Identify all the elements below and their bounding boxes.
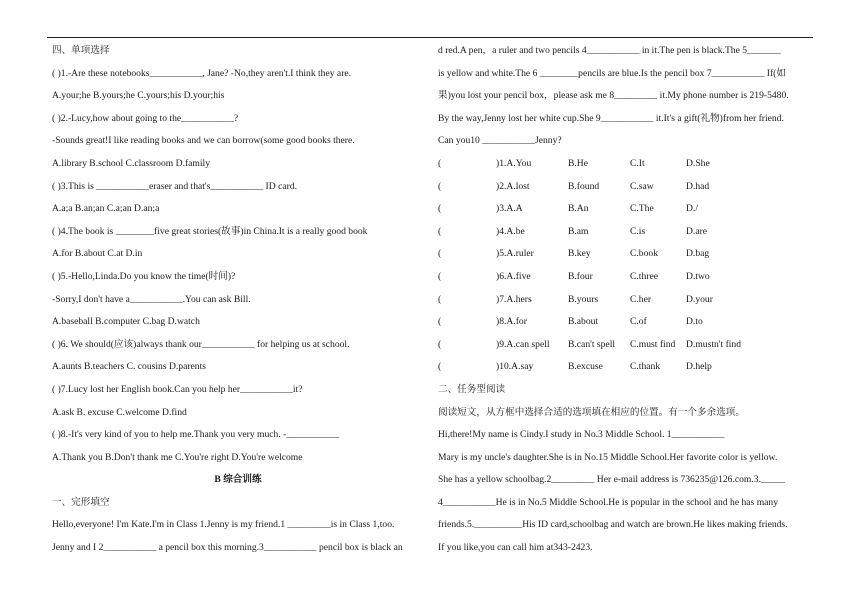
cloze-options bbox=[438, 153, 810, 379]
question-line: ( )5.-Hello,Linda.Do you know the time(时间)? bbox=[52, 270, 236, 282]
section-heading: 二、任务型阅读 bbox=[438, 383, 506, 395]
option-text: B.four bbox=[568, 270, 593, 282]
option-text: C.book bbox=[630, 248, 658, 260]
option-text: D./ bbox=[686, 203, 698, 215]
option-text: C.her bbox=[630, 293, 652, 305]
option-text: D.are bbox=[686, 225, 708, 237]
option-text: C.saw bbox=[630, 180, 654, 192]
answer-bracket: ( bbox=[438, 157, 442, 169]
cloze-option-row bbox=[438, 289, 810, 312]
option-text: B.excuse bbox=[568, 361, 603, 373]
option-text: )7.A.hers bbox=[496, 293, 532, 305]
passage-line: 4___________He is in No.5 Middle School.He is popular in the school and he has many bbox=[438, 496, 779, 508]
option-text: )4.A.be bbox=[496, 225, 525, 237]
option-text: )5.A.ruler bbox=[496, 248, 534, 260]
instruction-line: 阅读短文，从方框中选择合适的选项填在相应的位置。有一个多余选项。 bbox=[438, 406, 745, 418]
options-line: A.Thank you B.Don't thank me C.You're right D.You're welcome bbox=[52, 451, 303, 463]
section-heading: 四、单项选择 bbox=[52, 45, 110, 56]
passage-line: is yellow and white.The 6 ________pencils are blue.Is the pencil box 7___________ If(如 bbox=[438, 67, 786, 79]
options-line: A.your;he B.yours;he C.yours;his D.your;his bbox=[52, 90, 225, 102]
option-text: D.help bbox=[686, 361, 712, 373]
section-heading: 一、完形填空 bbox=[52, 496, 110, 508]
options-line: A.for B.about C.at D.in bbox=[52, 248, 143, 260]
options-line: A.ask B. excuse C.welcome D.find bbox=[52, 406, 187, 418]
option-text: )6.A.five bbox=[496, 270, 531, 282]
option-text: D.your bbox=[686, 293, 713, 305]
answer-bracket: ( bbox=[438, 225, 442, 237]
option-text: B.found bbox=[568, 180, 600, 192]
option-text: B.about bbox=[568, 316, 599, 328]
option-text: D.two bbox=[686, 270, 710, 282]
option-text: C.It bbox=[630, 157, 645, 169]
question-line: ( )7.Lucy lost her English book.Can you help her___________it? bbox=[52, 383, 303, 395]
option-text: C.three bbox=[630, 270, 658, 282]
passage-line: If you like,you can call him at343-2423. bbox=[438, 542, 593, 554]
option-text: B.am bbox=[568, 225, 589, 237]
option-text: C.is bbox=[630, 225, 646, 237]
option-text: B.yours bbox=[568, 293, 599, 305]
passage-line: Jenny and I 2___________ a pencil box this morning.3___________ pencil box is black an bbox=[52, 542, 403, 554]
option-text: B.can't spell bbox=[568, 338, 616, 350]
passage-line: Hi,there!My name is Cindy.I study in No.3 Middle School. 1___________ bbox=[438, 429, 725, 441]
option-text: C.thank bbox=[630, 361, 661, 373]
option-text: )3.A.A bbox=[496, 203, 523, 215]
options-line: A.library B.school C.classroom D.family bbox=[52, 157, 211, 169]
cloze-option-row bbox=[438, 221, 810, 244]
cloze-option-row bbox=[438, 334, 810, 357]
passage-line: By the way,Jenny lost her white cup.She 9___________ it.It's a gift(礼物)from her friend. bbox=[438, 112, 784, 124]
cloze-option-row bbox=[438, 266, 810, 289]
option-text: B.He bbox=[568, 157, 588, 169]
question-line: -Sorry,I don't have a___________.You can ask Bill. bbox=[52, 293, 251, 305]
left-column bbox=[52, 40, 424, 560]
option-text: )8.A.for bbox=[496, 316, 527, 328]
option-text: C.The bbox=[630, 203, 654, 215]
options-line: A.a;a B.an;an C.a;an D.an;a bbox=[52, 203, 160, 215]
option-text: D.to bbox=[686, 316, 703, 328]
option-text: )10.A.say bbox=[496, 361, 534, 373]
passage-line: friends.5.__________His ID card,schoolbag and watch are brown.He likes making friends. bbox=[438, 519, 788, 531]
option-text: D.mustn't find bbox=[686, 338, 742, 350]
answer-bracket: ( bbox=[438, 361, 442, 373]
part-b-title: B 综合训练 bbox=[214, 474, 262, 486]
passage-line: Can you10 ___________Jenny? bbox=[438, 135, 562, 147]
options-line: A.baseball B.computer C.bag D.watch bbox=[52, 316, 200, 328]
option-text: )1.A.You bbox=[496, 157, 532, 169]
question-line: ( )8.-It's very kind of you to help me.Thank you very much. -___________ bbox=[52, 429, 340, 441]
option-text: D.bag bbox=[686, 248, 710, 260]
cloze-option-row bbox=[438, 176, 810, 199]
question-line: ( )1.-Are these notebooks___________, Jane? -No,they aren't.I think they are. bbox=[52, 67, 352, 79]
cloze-option-row bbox=[438, 198, 810, 221]
passage-line: d red.A pen，a ruler and two pencils 4___________ in it.The pen is black.The 5_______ bbox=[438, 45, 781, 56]
answer-bracket: ( bbox=[438, 248, 442, 260]
option-text: )2.A.lost bbox=[496, 180, 530, 192]
option-text: C.of bbox=[630, 316, 647, 328]
answer-bracket: ( bbox=[438, 338, 442, 350]
passage-line: She has a yellow schoolbag.2_________ Her e-mail address is 736235@126.com.3._____ bbox=[438, 474, 785, 486]
header-rule bbox=[47, 37, 813, 38]
right-column bbox=[438, 40, 810, 560]
answer-bracket: ( bbox=[438, 316, 442, 328]
answer-bracket: ( bbox=[438, 180, 442, 192]
cloze-option-row bbox=[438, 243, 810, 266]
answer-bracket: ( bbox=[438, 270, 442, 282]
cloze-option-row bbox=[438, 311, 810, 334]
question-line: ( )2.-Lucy,how about going to the___________? bbox=[52, 112, 239, 124]
question-line: ( )6. We should(应该)always thank our___________ for helping us at school. bbox=[52, 338, 350, 350]
question-line: ( )4.The book is ________five great stories(故事)in China.It is a really good book bbox=[52, 225, 368, 237]
passage-line: Hello,everyone! I'm Kate.I'm in Class 1.Jenny is my friend.1 _________is in Class 1,too. bbox=[52, 519, 395, 531]
answer-bracket: ( bbox=[438, 203, 442, 215]
question-line: ( )3.This is ___________eraser and that's___________ ID card. bbox=[52, 180, 297, 192]
option-text: B.An bbox=[568, 203, 589, 215]
cloze-option-row bbox=[438, 356, 810, 379]
option-text: D.She bbox=[686, 157, 710, 169]
option-text: C.must find bbox=[630, 338, 676, 350]
cloze-option-row bbox=[438, 153, 810, 176]
question-line: -Sounds great!I like reading books and we can borrow(some good books there. bbox=[52, 135, 355, 147]
passage-line: 果)you lost your pencil box，please ask me 8_________ it.My phone number is 219-5480. bbox=[438, 90, 789, 102]
option-text: D.had bbox=[686, 180, 710, 192]
options-line: A.aunts B.teachers C. cousins D.parents bbox=[52, 361, 207, 373]
option-text: B.key bbox=[568, 248, 591, 260]
answer-bracket: ( bbox=[438, 293, 442, 305]
option-text: )9.A.can spell bbox=[496, 338, 550, 350]
passage-line: Mary is my uncle's daughter.She is in No.15 Middle School.Her favorite color is yellow. bbox=[438, 451, 778, 463]
